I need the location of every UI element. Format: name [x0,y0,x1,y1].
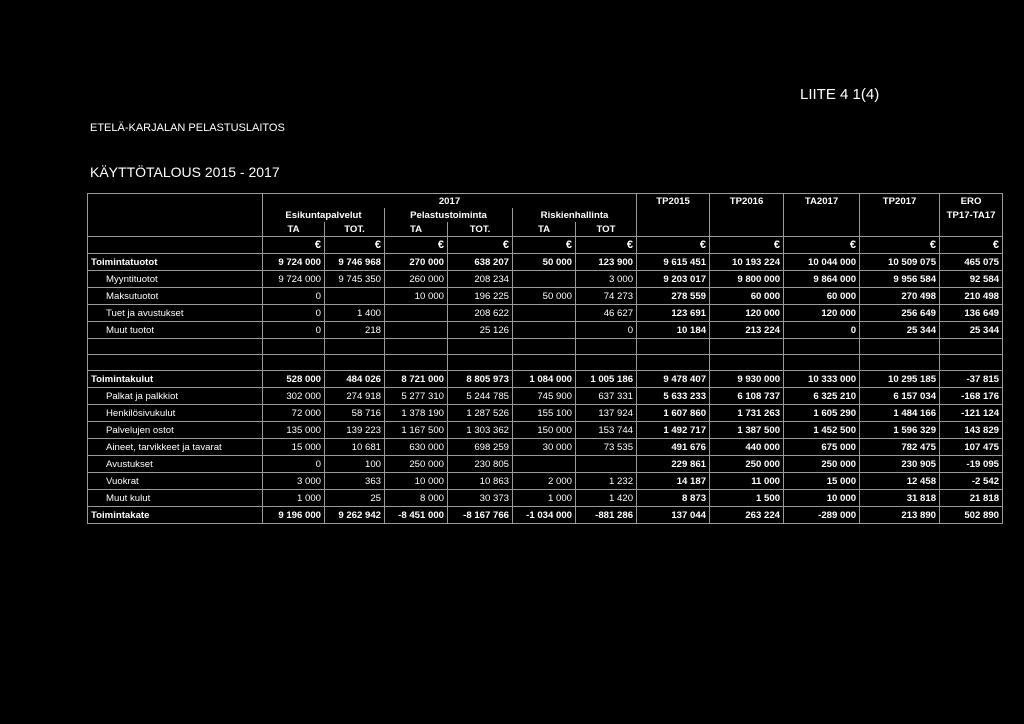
row-label: Henkilösivukulut [88,405,263,422]
value-cell: 208 622 [448,305,513,322]
row-label: Maksutuotot [88,288,263,305]
subheader-tot: TOT. [325,222,385,237]
value-cell: 274 918 [325,388,385,405]
table-row [88,456,1003,473]
value-cell: 1 731 263 [710,405,784,422]
value-cell: 208 234 [448,271,513,288]
table-row [88,322,1003,339]
value-cell: 9 930 000 [710,371,784,388]
value-cell: 1 452 500 [784,422,860,439]
value-cell: 745 900 [513,388,576,405]
value-cell: 196 225 [448,288,513,305]
value-cell: 58 716 [325,405,385,422]
value-cell: -1 034 000 [513,507,576,524]
table-row [88,490,1003,507]
value-cell: 1 303 362 [448,422,513,439]
value-cell: 21 818 [940,490,1003,507]
row-label: Palvelujen ostot [88,422,263,439]
value-cell: 630 000 [385,439,448,456]
value-cell: 0 [263,305,325,322]
row-label: Palkat ja palkkiot [88,388,263,405]
value-cell: 1 287 526 [448,405,513,422]
row-label: Toimintatuotot [88,254,263,271]
value-cell: 250 000 [710,456,784,473]
value-cell: 143 829 [940,422,1003,439]
value-cell: 107 475 [940,439,1003,456]
value-cell: 0 [263,288,325,305]
value-cell: 1 400 [325,305,385,322]
value-cell: 123 691 [637,305,710,322]
value-cell: 10 000 [385,288,448,305]
row-label: Muut tuotot [88,322,263,339]
value-cell: 213 224 [710,322,784,339]
table-row [88,405,1003,422]
value-cell: 1 420 [576,490,637,507]
value-cell: 440 000 [710,439,784,456]
value-cell: 9 724 000 [263,254,325,271]
value-cell: 0 [263,322,325,339]
currency-cell: € [637,237,710,254]
value-cell: 1 084 000 [513,371,576,388]
value-cell: 1 000 [513,490,576,507]
value-cell: -168 176 [940,388,1003,405]
value-cell: 9 745 350 [325,271,385,288]
value-cell: 92 584 [940,271,1003,288]
row-label: Tuet ja avustukset [88,305,263,322]
row-label: Toimintakate [88,507,263,524]
value-cell [385,305,448,322]
value-cell: 1 500 [710,490,784,507]
value-cell: 5 277 310 [385,388,448,405]
header-row-groups [88,208,1003,222]
table-row [88,288,1003,305]
value-cell: 9 746 968 [325,254,385,271]
value-cell: 60 000 [710,288,784,305]
value-cell: 9 262 942 [325,507,385,524]
value-cell: -121 124 [940,405,1003,422]
value-cell: 528 000 [263,371,325,388]
value-cell: 135 000 [263,422,325,439]
value-cell: 230 905 [860,456,940,473]
value-cell [513,322,576,339]
header-blank [88,237,263,254]
value-cell: 1 005 186 [576,371,637,388]
value-cell: 270 498 [860,288,940,305]
value-cell [513,305,576,322]
value-cell: 1 387 500 [710,422,784,439]
header-ta2017: TA2017 [784,194,860,209]
value-cell: 15 000 [263,439,325,456]
value-cell: 136 649 [940,305,1003,322]
header-tp2016: TP2016 [710,194,784,209]
value-cell: 60 000 [784,288,860,305]
subheader-tot: TOT [576,222,637,237]
value-cell: -37 815 [940,371,1003,388]
value-cell: -289 000 [784,507,860,524]
value-cell: 30 000 [513,439,576,456]
table-row [88,473,1003,490]
value-cell: 1 484 166 [860,405,940,422]
value-cell: 484 026 [325,371,385,388]
value-cell: 637 331 [576,388,637,405]
value-cell: 137 924 [576,405,637,422]
row-label: Toimintakulut [88,371,263,388]
value-cell: 137 044 [637,507,710,524]
value-cell: 675 000 [784,439,860,456]
value-cell: 2 000 [513,473,576,490]
value-cell: 260 000 [385,271,448,288]
value-cell: 100 [325,456,385,473]
value-cell: 10 044 000 [784,254,860,271]
table-row [88,422,1003,439]
header-row-sub [88,222,1003,237]
table-row [88,388,1003,405]
subheader-ta: TA [385,222,448,237]
value-cell: 230 805 [448,456,513,473]
value-cell: 153 744 [576,422,637,439]
row-label: Vuokrat [88,473,263,490]
value-cell: 8 000 [385,490,448,507]
value-cell: 9 724 000 [263,271,325,288]
value-cell: 263 224 [710,507,784,524]
value-cell: 15 000 [784,473,860,490]
value-cell: 31 818 [860,490,940,507]
value-cell: 120 000 [784,305,860,322]
currency-cell: € [710,237,784,254]
value-cell: 218 [325,322,385,339]
value-cell: 74 273 [576,288,637,305]
value-cell: 9 800 000 [710,271,784,288]
table-row [88,371,1003,388]
currency-cell: € [513,237,576,254]
currency-cell: € [448,237,513,254]
subheader-ta: TA [513,222,576,237]
value-cell: 3 000 [576,271,637,288]
value-cell: 123 900 [576,254,637,271]
value-cell: 1 232 [576,473,637,490]
value-cell: 25 344 [940,322,1003,339]
value-cell: 210 498 [940,288,1003,305]
value-cell: 250 000 [784,456,860,473]
group-pelastustoiminta: Pelastustoiminta [385,208,513,222]
value-cell: 25 126 [448,322,513,339]
header-ero: ERO [940,194,1003,209]
budget-table [87,193,1003,524]
value-cell: 278 559 [637,288,710,305]
currency-cell: € [263,237,325,254]
attachment-label: LIITE 4 1(4) [800,86,880,103]
value-cell: 25 [325,490,385,507]
value-cell: 10 193 224 [710,254,784,271]
value-cell: 9 196 000 [263,507,325,524]
value-cell: 9 956 584 [860,271,940,288]
value-cell: 120 000 [710,305,784,322]
value-cell: 5 633 233 [637,388,710,405]
value-cell: 30 373 [448,490,513,507]
value-cell: 8 721 000 [385,371,448,388]
subheader-ta: TA [263,222,325,237]
value-cell: -2 542 [940,473,1003,490]
header-blank [637,208,710,222]
header-tp2015: TP2015 [637,194,710,209]
value-cell: 139 223 [325,422,385,439]
value-cell: 6 108 737 [710,388,784,405]
currency-row [88,237,1003,254]
value-cell: 9 478 407 [637,371,710,388]
value-cell [513,456,576,473]
value-cell: 0 [263,456,325,473]
value-cell: 10 184 [637,322,710,339]
row-label: Avustukset [88,456,263,473]
value-cell: -8 451 000 [385,507,448,524]
row-label: Muut kulut [88,490,263,507]
value-cell: 10 000 [784,490,860,507]
currency-cell: € [325,237,385,254]
value-cell: 1 000 [263,490,325,507]
value-cell: 698 259 [448,439,513,456]
header-blank [860,208,940,222]
value-cell: 10 681 [325,439,385,456]
value-cell: 502 890 [940,507,1003,524]
ero-subheader: TP17-TA17 [940,208,1003,222]
currency-cell: € [784,237,860,254]
value-cell: 3 000 [263,473,325,490]
value-cell: 250 000 [385,456,448,473]
value-cell [576,456,637,473]
header-blank [88,208,263,222]
value-cell: 10 509 075 [860,254,940,271]
blank-row [88,355,1003,371]
value-cell: 1 607 860 [637,405,710,422]
value-cell: 9 203 017 [637,271,710,288]
group-esikuntapalvelut: Esikuntapalvelut [263,208,385,222]
value-cell: 14 187 [637,473,710,490]
value-cell: 1 378 190 [385,405,448,422]
header-row-year [88,194,1003,209]
value-cell: 638 207 [448,254,513,271]
header-blank [88,222,263,237]
value-cell: 25 344 [860,322,940,339]
value-cell: 150 000 [513,422,576,439]
value-cell: 8 873 [637,490,710,507]
value-cell: 1 605 290 [784,405,860,422]
currency-cell: € [940,237,1003,254]
value-cell: 155 100 [513,405,576,422]
organization-name: ETELÄ-KARJALAN PELASTUSLAITOS [90,122,285,134]
value-cell: 9 864 000 [784,271,860,288]
value-cell: 46 627 [576,305,637,322]
table-row [88,507,1003,524]
value-cell: 1 596 329 [860,422,940,439]
page-title: KÄYTTÖTALOUS 2015 - 2017 [90,164,280,180]
value-cell: 363 [325,473,385,490]
value-cell: 256 649 [860,305,940,322]
table-row [88,305,1003,322]
value-cell: 229 861 [637,456,710,473]
currency-cell: € [860,237,940,254]
year-header: 2017 [263,194,637,209]
currency-cell: € [385,237,448,254]
value-cell: -881 286 [576,507,637,524]
value-cell: 782 475 [860,439,940,456]
group-riskienhallinta: Riskienhallinta [513,208,637,222]
value-cell: 10 295 185 [860,371,940,388]
value-cell: 12 458 [860,473,940,490]
value-cell: 73 535 [576,439,637,456]
subheader-tot: TOT. [448,222,513,237]
value-cell [513,271,576,288]
value-cell: 9 615 451 [637,254,710,271]
blank-row [88,339,1003,355]
value-cell: 50 000 [513,254,576,271]
row-label: Aineet, tarvikkeet ja tavarat [88,439,263,456]
table-row [88,439,1003,456]
currency-cell: € [576,237,637,254]
value-cell: 10 000 [385,473,448,490]
value-cell [325,288,385,305]
value-cell: 10 863 [448,473,513,490]
value-cell: 1 167 500 [385,422,448,439]
value-cell: 11 000 [710,473,784,490]
value-cell: 72 000 [263,405,325,422]
table-row [88,254,1003,271]
value-cell: 491 676 [637,439,710,456]
header-tp2017: TP2017 [860,194,940,209]
value-cell: 8 805 973 [448,371,513,388]
value-cell: 1 492 717 [637,422,710,439]
row-label: Myyntituotot [88,271,263,288]
header-blank [710,208,784,222]
value-cell: 270 000 [385,254,448,271]
value-cell: 6 157 034 [860,388,940,405]
value-cell: 465 075 [940,254,1003,271]
header-blank [88,194,263,209]
value-cell: 10 333 000 [784,371,860,388]
header-blank [784,208,860,222]
value-cell: 213 890 [860,507,940,524]
value-cell: -19 095 [940,456,1003,473]
value-cell: 0 [784,322,860,339]
value-cell: 6 325 210 [784,388,860,405]
table-row [88,271,1003,288]
table-body [88,254,1003,524]
value-cell: 0 [576,322,637,339]
value-cell: -8 167 766 [448,507,513,524]
value-cell: 5 244 785 [448,388,513,405]
value-cell [385,322,448,339]
value-cell: 302 000 [263,388,325,405]
value-cell: 50 000 [513,288,576,305]
